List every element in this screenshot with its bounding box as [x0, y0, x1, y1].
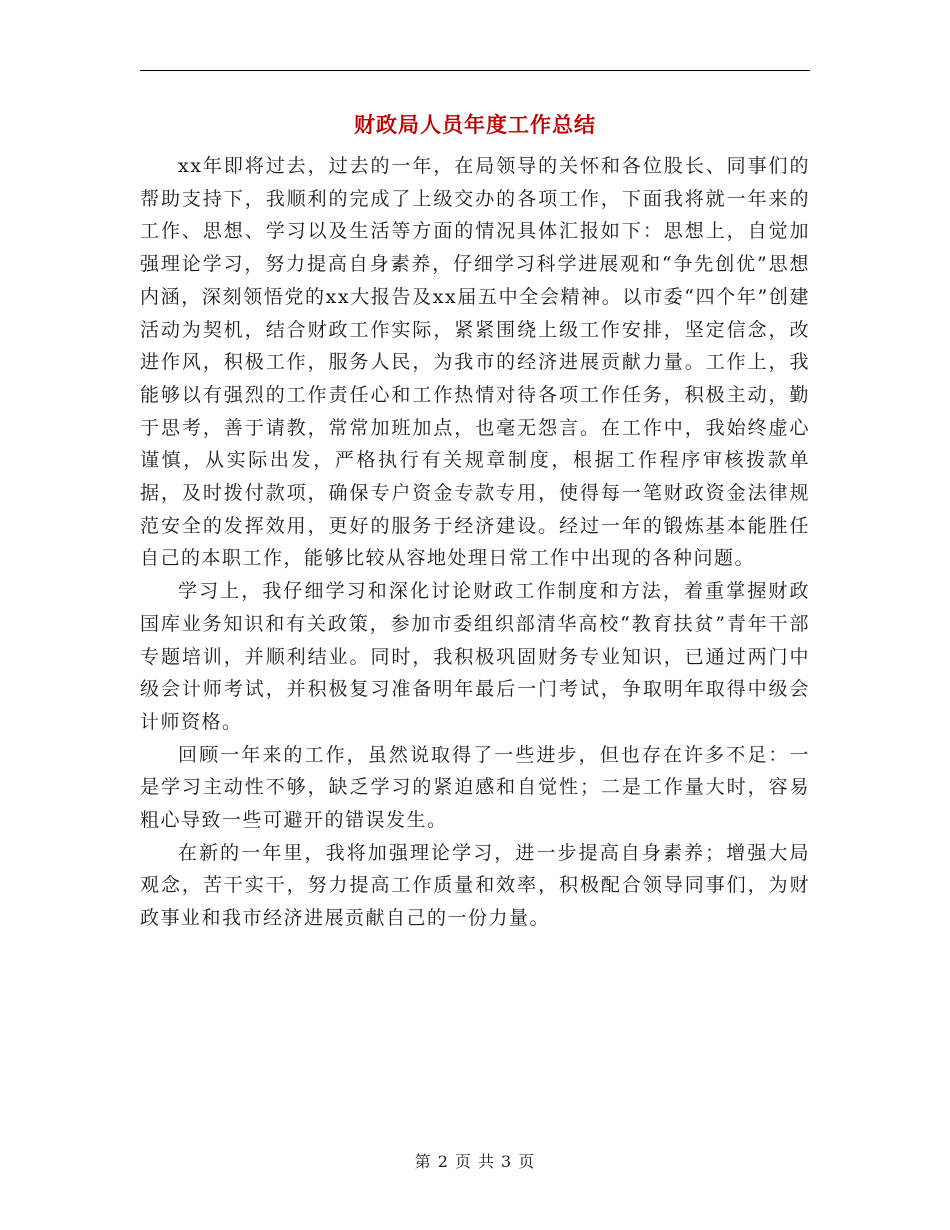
- page-number-footer: [0, 1150, 950, 1174]
- footer-suffix: 页: [518, 1152, 536, 1171]
- paragraph-2: 学习上，我仔细学习和深化讨论财政工作制度和方法，着重掌握财政国库业务知识和有关政策，参加市委组织部清华高校“教育扶贫”青年干部专题培训，并顺利结业。同时，我积极巩固财务专业知识，已通过两门中级会计师考试，并积极复习准备明年最后一门考试，争取明年取得中级会计师资格。: [140, 580, 810, 733]
- paragraph-3: 回顾一年来的工作，虽然说取得了一些进步，但也存在许多不足：一是学习主动性不够，缺乏学习的紧迫感和自觉性；二是工作量大时，容易粗心导致一些可避开的错误发生。: [140, 743, 810, 832]
- footer-current-page: 2: [437, 1152, 449, 1171]
- footer-prefix: 第: [414, 1152, 432, 1171]
- header-rule: [140, 70, 810, 71]
- document-body: [140, 150, 810, 935]
- paragraph-4: 在新的一年里，我将加强理论学习，进一步提高自身素养；增强大局观念，苦干实干，努力提高工作质量和效率，积极配合领导同事们，为财政事业和我市经济进展贡献自己的一份力量。: [140, 841, 810, 930]
- document-title: 财政局人员年度工作总结: [354, 112, 596, 137]
- paragraph-1: xx年即将过去，过去的一年，在局领导的关怀和各位股长、同事们的帮助支持下，我顺利的完成了上级交办的各项工作，下面我将就一年来的工作、思想、学习以及生活等方面的情况具体汇报如下：思想上，自觉加强理论学习，努力提高自身素养，仔细学习科学进展观和“争先创优”思想内涵，深刻领悟党的xx大报告及xx届五中全会精神。以市委“四个年”创建活动为契机，结合财政工作实际，紧紧围绕上级工作安排，坚定信念，改进作风，积极工作，服务人民，为我市的经济进展贡献力量。工作上，我能够以有强烈的工作责任心和工作热情对待各项工作任务，积极主动，勤于思考，善于请教，常常加班加点，也毫无怨言。在工作中，我始终虚心谨慎，从实际出发，严格执行有关规章制度，根据工作程序审核拨款单据，及时拨付款项，确保专户资金专款专用，使得每一笔财政资金法律规范安全的发挥效用，更好的服务于经济建设。经过一年的锻炼基本能胜任自己的本职工作，能够比较从容地处理日常工作中出现的各种问题。: [140, 155, 810, 570]
- footer-middle: 页 共: [454, 1152, 496, 1171]
- footer-total-pages: 3: [501, 1152, 513, 1171]
